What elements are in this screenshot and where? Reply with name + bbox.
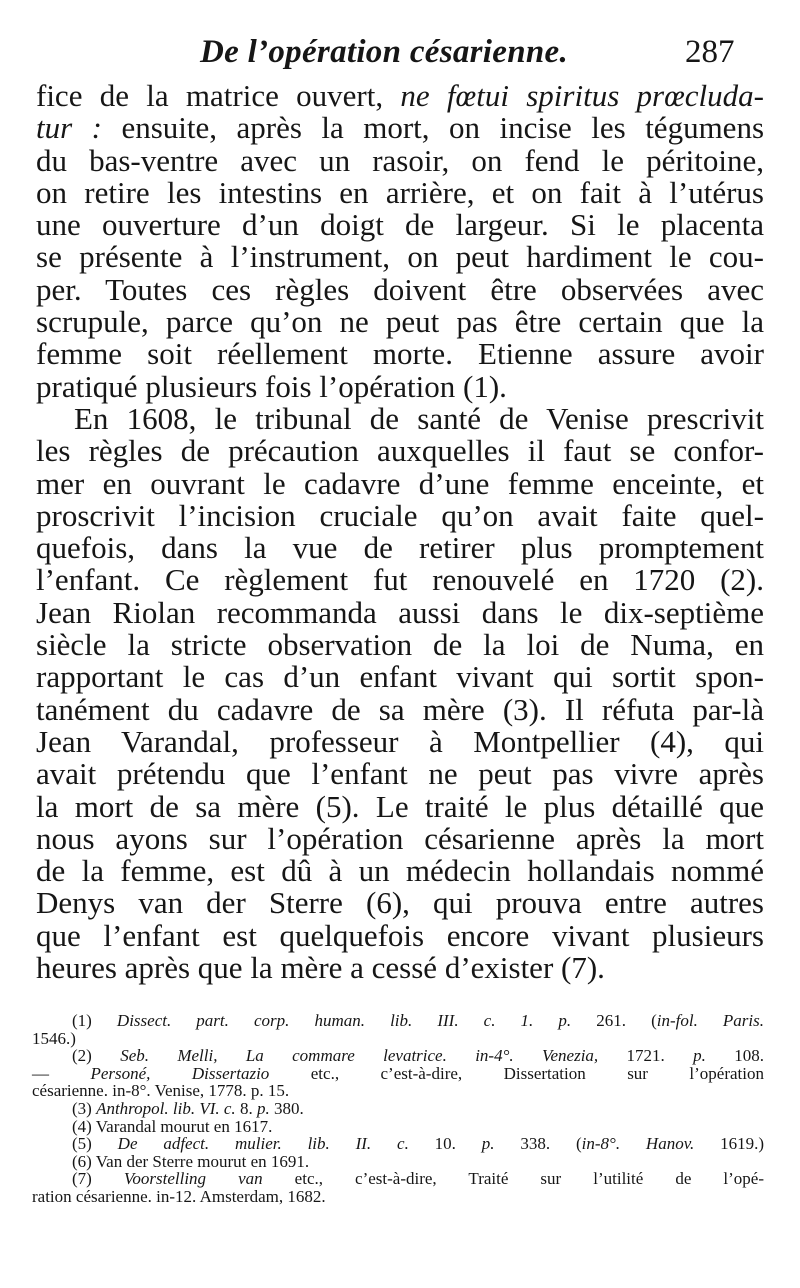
citation-text: etc., c’est-à-dire, Dissertation sur l’opération [269,1063,764,1083]
footnotes [32,1012,764,1206]
citation-title: Personé, Dissertazio [90,1063,270,1083]
body-line: se présente à l’instrument, on peut hardiment le cou- [36,239,764,275]
body-line: que l’enfant est quelquefois encore vivant plusieurs [36,917,764,953]
body-line: tanément du cadavre de sa mère (3). Il réfuta par-là [36,691,764,727]
footnote-2-cont: césarienne. in-8°. Venise, 1778. p. 15. [32,1081,290,1101]
citation-title: p. [256,1098,270,1118]
body-line: pratiqué plusieurs fois l’opération (1). [36,368,507,404]
citation-title: De adfect. mulier. lib. II. c. [117,1134,409,1154]
running-head [0,34,800,78]
citation-text: etc., c’est-à-dire, Traité sur l’utilité de l’opé- [262,1169,765,1189]
footnote-marker: (3) [72,1098,97,1118]
footnote-4: (4) Varandal mourut en 1617. [72,1116,273,1136]
citation-text: — [32,1063,91,1083]
footnote-2 [32,1047,764,1065]
body-line [36,112,764,144]
body-line: avait prétendu que l’enfant ne peut pas vivre après [36,756,764,792]
body-line: heures après que la mère a cessé d’exister (7). [36,950,605,986]
text-run: fice de la matrice ouvert, [36,78,401,113]
body-line: une ouverture d’un doigt de largeur. Si le placenta [36,207,764,243]
body-line: l’enfant. Ce règlement fut renouvelé en 1720 (2). [36,562,764,598]
footnote-7 [32,1170,764,1188]
body-text [36,80,764,984]
citation-text: 338. ( [494,1134,582,1154]
body-line: rapportant le cas d’un enfant vivant qui sortit spon- [36,659,764,695]
body-line: quefois, dans la vue de retirer plus promptement [36,530,764,566]
footnote-2-cont [32,1065,764,1083]
footnote-marker: (2) [72,1046,121,1066]
citation-title: Dissect. part. corp. human. lib. III. c. 1. p. [116,1011,572,1030]
citation-title: in-fol. Paris. [656,1011,765,1030]
citation-title: p. [481,1134,495,1154]
latin-quote: tur : [36,110,102,146]
body-line: Denys van der Sterre (6), qui prouva entre autres [36,885,764,921]
body-line: En 1608, le tribunal de santé de Venise prescrivit [74,400,764,436]
body-line: du bas-ventre avec un rasoir, on fend le péritoine, [36,142,764,178]
footnote-1-cont: 1546.) [32,1028,76,1048]
body-line: per. Toutes ces règles doivent être observées avec [36,271,764,307]
footnote-marker: (7) [72,1169,124,1189]
body-line: Jean Riolan recommanda aussi dans le dix-septième [36,594,764,630]
body-line: les règles de précaution auxquelles il faut se confor- [36,433,764,469]
body-line: proscrivit l’incision cruciale qu’on avait faite quel- [36,497,764,533]
footnote-3 [32,1100,764,1118]
body-line: Jean Varandal, professeur à Montpellier (4), qui [36,723,764,759]
citation-text: 108. [705,1046,764,1066]
citation-text: 10. [408,1134,482,1154]
citation-text: 380. [269,1098,304,1118]
citation-title: p. [693,1046,706,1066]
footnote-marker: (5) [72,1134,118,1154]
footnote-marker: (1) [72,1011,117,1030]
body-line: de la femme, est dû à un médecin hollandais nommé [36,853,764,889]
citation-title: Voorstelling van [123,1169,263,1189]
page-number: 287 [685,34,735,70]
body-line: on retire les intestins en arrière, et on fait à l’utérus [36,174,764,210]
footnote-5 [32,1135,764,1153]
footnote-1 [32,1012,764,1030]
body-line: femme soit réellement morte. Etienne assure avoir [36,336,764,372]
footnote-6: (6) Van der Sterre mourut en 1691. [72,1151,310,1171]
citation-title: Seb. Melli, La commare levatrice. in-4°. Venezia, [120,1046,599,1066]
citation-text: 1619.) [694,1134,764,1154]
body-line: siècle la stricte observation de la loi de Numa, en [36,627,764,663]
citation-text: 8. [235,1098,257,1118]
running-title: De l’opération césarienne. [200,34,569,70]
body-line: mer en ouvrant le cadavre d’une femme enceinte, et [36,465,764,501]
citation-title: in-8°. Hanov. [581,1134,695,1154]
body-line: nous ayons sur l’opération césarienne après la mort [36,820,764,856]
text-run: ensuite, après la mort, on incise les tégumens [101,110,765,146]
citation-text: 261. ( [571,1011,657,1030]
latin-quote: ne fœtui spiritus prœcluda- [400,78,764,113]
footnote-7-cont: ration césarienne. in-12. Amsterdam, 1682. [32,1186,326,1206]
citation-text: 1721. [598,1046,694,1066]
body-line: la mort de sa mère (5). Le traité le plus détaillé que [36,788,764,824]
body-line: scrupule, parce qu’on ne peut pas être certain que la [36,304,764,340]
citation-title: Anthropol. lib. VI. c. [96,1098,236,1118]
body-line [36,80,764,112]
